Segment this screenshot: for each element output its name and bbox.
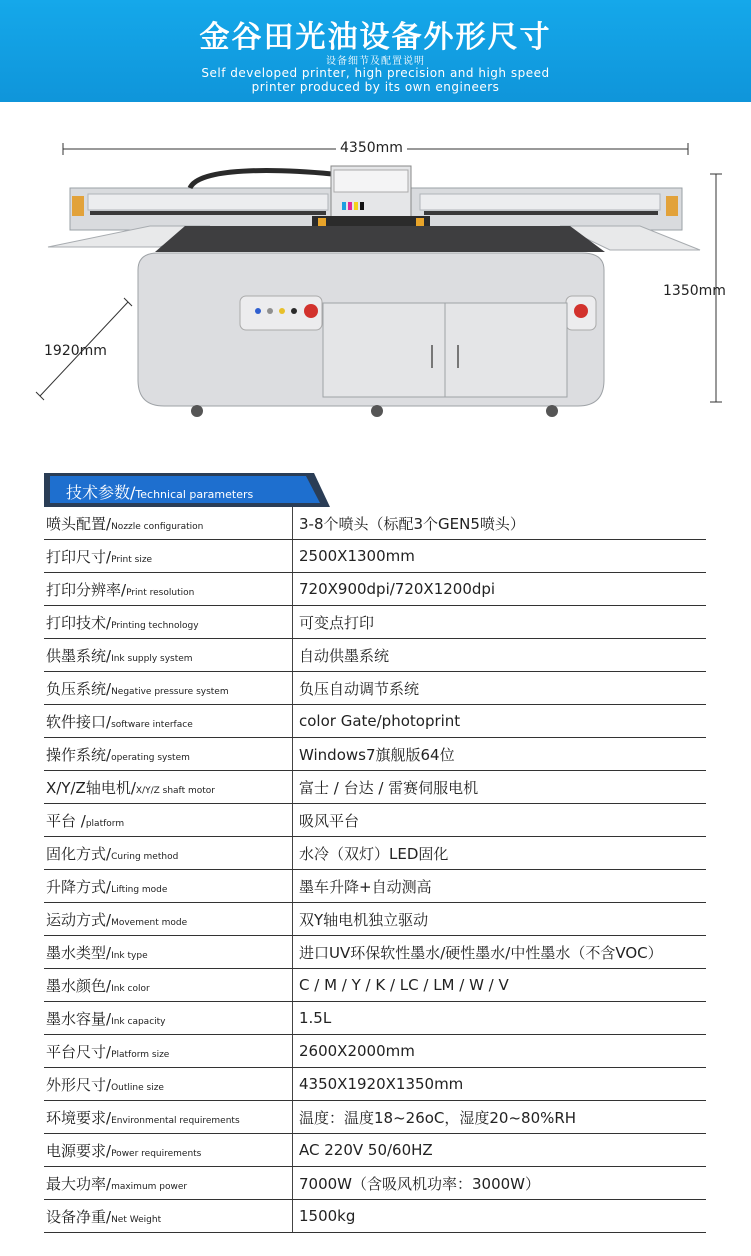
spec-row: [44, 507, 706, 540]
spec-key-separator: /: [106, 1141, 112, 1160]
english-tagline-line1: Self developed printer, high precision and high speed: [201, 66, 550, 80]
spec-divider: [252, 1167, 293, 1200]
spec-divider: [252, 639, 293, 672]
spec-key-separator: /: [106, 646, 112, 665]
spec-key: [44, 804, 252, 837]
spec-key-en: Power requirements: [111, 1148, 202, 1159]
spec-key-en: Ink color: [111, 983, 150, 994]
spec-value: color Gate/photoprint: [293, 705, 707, 738]
spec-key: [44, 507, 252, 540]
english-tagline-line2: printer produced by its own engineers: [251, 80, 500, 94]
spec-key-en: X/Y/Z shaft motor: [135, 785, 215, 796]
spec-key-en: Movement mode: [111, 917, 188, 928]
spec-divider: [252, 1035, 293, 1068]
spec-key-cn: 升降方式: [46, 877, 107, 896]
spec-value: 墨车升降+自动测高: [293, 870, 707, 903]
spec-value: 负压自动调节系统: [293, 672, 707, 705]
spec-key: [44, 1068, 252, 1101]
spec-key-separator: /: [106, 1042, 112, 1061]
spec-key-cn: 墨水颜色: [46, 976, 107, 995]
spec-row: [44, 540, 706, 573]
spec-key-separator: /: [106, 1207, 112, 1226]
spec-key-cn: 固化方式: [46, 844, 107, 863]
section-title-separator: /: [130, 483, 136, 502]
spec-key-separator: /: [106, 910, 112, 929]
spec-divider: [252, 870, 293, 903]
spec-key-separator: /: [106, 1108, 112, 1127]
spec-key-cn: 打印分辨率: [46, 580, 122, 599]
spec-key-en: Curing method: [111, 851, 179, 862]
spec-key-separator: /: [106, 943, 112, 962]
section-title-en: Technical parameters: [135, 488, 254, 501]
spec-key-en: Print size: [111, 554, 153, 565]
spec-key-cn: 打印技术: [46, 613, 107, 632]
spec-row: [44, 1101, 706, 1134]
spec-value: 1500kg: [293, 1200, 707, 1233]
height-dimension-label: 1350mm: [663, 283, 726, 299]
spec-divider: [252, 606, 293, 639]
spec-row: [44, 1167, 706, 1200]
spec-key-separator: /: [106, 745, 112, 764]
spec-row: [44, 1002, 706, 1035]
spec-row: [44, 837, 706, 870]
spec-value: 2600X2000mm: [293, 1035, 707, 1068]
spec-key: [44, 1134, 252, 1167]
cabinet-doors: [323, 303, 567, 397]
spec-divider: [252, 1134, 293, 1167]
page-header: [0, 0, 751, 102]
spec-key-en: Ink type: [111, 950, 148, 961]
spec-divider: [252, 837, 293, 870]
spec-key: [44, 936, 252, 969]
spec-key-en: Printing technology: [111, 620, 199, 631]
spec-key-en: Ink supply system: [111, 653, 193, 664]
spec-row: [44, 573, 706, 606]
spec-key: [44, 639, 252, 672]
spec-key-cn: 设备净重: [46, 1207, 107, 1226]
spec-key-separator: /: [80, 811, 86, 830]
spec-divider: [252, 672, 293, 705]
spec-key: [44, 672, 252, 705]
spec-key-separator: /: [106, 1009, 112, 1028]
spec-key-cn: 墨水容量: [46, 1009, 107, 1028]
spec-row: [44, 804, 706, 837]
spec-key-en: Lifting mode: [111, 884, 168, 895]
spec-row: [44, 1068, 706, 1101]
spec-row: [44, 705, 706, 738]
spec-row: [44, 1134, 706, 1167]
spec-row: [44, 1035, 706, 1068]
spec-value: 双Y轴电机独立驱动: [293, 903, 707, 936]
spec-divider: [252, 771, 293, 804]
spec-value: 3-8个喷头（标配3个GEN5喷头）: [293, 507, 707, 540]
spec-divider: [252, 903, 293, 936]
spec-key-cn: 打印尺寸: [46, 547, 107, 566]
spec-key-en: maximum power: [111, 1181, 188, 1192]
spec-row: [44, 903, 706, 936]
spec-key: [44, 1101, 252, 1134]
spec-key: [44, 573, 252, 606]
spec-key: [44, 606, 252, 639]
depth-dimension-label: 1920mm: [44, 343, 107, 359]
spec-key-cn: 运动方式: [46, 910, 107, 929]
spec-divider: [252, 1002, 293, 1035]
spec-divider: [252, 1101, 293, 1134]
spec-key: [44, 969, 252, 1002]
spec-divider: [252, 936, 293, 969]
spec-key-cn: 最大功率: [46, 1174, 107, 1193]
spec-key-cn: 平台尺寸: [46, 1042, 107, 1061]
spec-key-cn: 外形尺寸: [46, 1075, 107, 1094]
spec-key: [44, 705, 252, 738]
printer-illustration: [0, 110, 751, 430]
spec-key-en: platform: [85, 818, 125, 829]
page-title: 金谷田光油设备外形尺寸: [199, 20, 552, 55]
spec-key: [44, 1035, 252, 1068]
spec-key-separator: /: [106, 679, 112, 698]
spec-value: Windows7旗舰版64位: [293, 738, 707, 771]
spec-row: [44, 1200, 706, 1233]
spec-divider: [252, 573, 293, 606]
spec-divider: [252, 969, 293, 1002]
spec-key-cn: 墨水类型: [46, 943, 107, 962]
spec-divider: [252, 705, 293, 738]
spec-key-separator: /: [106, 547, 112, 566]
spec-value: 4350X1920X1350mm: [293, 1068, 707, 1101]
printer-cable: [190, 171, 332, 188]
spec-value: 7000W（含吸风机功率：3000W）: [293, 1167, 707, 1200]
spec-key-cn: 环境要求: [46, 1108, 107, 1127]
spec-value: C / M / Y / K / LC / LM / W / V: [293, 969, 707, 1002]
spec-key-separator: /: [106, 1174, 112, 1193]
spec-value: 自动供墨系统: [293, 639, 707, 672]
spec-row: [44, 936, 706, 969]
spec-row: [44, 672, 706, 705]
spec-divider: [252, 738, 293, 771]
spec-key-cn: 负压系统: [46, 679, 107, 698]
printer-wheels: [191, 405, 558, 417]
spec-key-separator: /: [121, 580, 127, 599]
spec-key-en: software interface: [111, 719, 193, 730]
spec-divider: [252, 507, 293, 540]
spec-key-cn: 喷头配置: [46, 514, 107, 533]
spec-table: [44, 507, 706, 1233]
spec-key: [44, 837, 252, 870]
spec-key-en: operating system: [111, 752, 190, 763]
spec-key: [44, 1200, 252, 1233]
spec-value: 温度：温度18~26oC，湿度20~80%RH: [293, 1101, 707, 1134]
spec-divider: [252, 1200, 293, 1233]
spec-value: AC 220V 50/60HZ: [293, 1134, 707, 1167]
spec-key: [44, 771, 252, 804]
width-dimension-label: 4350mm: [336, 140, 407, 156]
spec-key-cn: 电源要求: [46, 1141, 107, 1160]
spec-key-cn: X/Y/Z轴电机: [46, 778, 131, 797]
spec-key: [44, 1002, 252, 1035]
spec-key: [44, 1167, 252, 1200]
spec-key-en: Outline size: [111, 1082, 164, 1093]
spec-key-separator: /: [106, 514, 112, 533]
spec-key-separator: /: [130, 778, 136, 797]
spec-key-en: Environmental requirements: [111, 1115, 240, 1126]
spec-value: 富士 / 台达 / 雷赛伺服电机: [293, 771, 707, 804]
spec-value: 进口UV环保软性墨水/硬性墨水/中性墨水（不含VOC）: [293, 936, 707, 969]
spec-divider: [252, 540, 293, 573]
spec-row: [44, 639, 706, 672]
spec-value: 1.5L: [293, 1002, 707, 1035]
spec-value: 720X900dpi/720X1200dpi: [293, 573, 707, 606]
spec-key-en: Ink capacity: [111, 1016, 166, 1027]
spec-key-cn: 软件接口: [46, 712, 107, 731]
section-title: [66, 480, 253, 503]
printer-bed-top: [155, 226, 605, 252]
spec-row: [44, 969, 706, 1002]
spec-key-cn: 供墨系统: [46, 646, 107, 665]
spec-key-separator: /: [106, 613, 112, 632]
spec-key-en: Net Weight: [111, 1214, 162, 1225]
spec-value: 可变点打印: [293, 606, 707, 639]
spec-value: 吸风平台: [293, 804, 707, 837]
section-title-cn: 技术参数: [66, 483, 131, 502]
spec-key-separator: /: [106, 877, 112, 896]
spec-key-en: Print resolution: [126, 587, 195, 598]
spec-key-separator: /: [106, 1075, 112, 1094]
spec-key-separator: /: [106, 844, 112, 863]
spec-row: [44, 870, 706, 903]
spec-key-separator: /: [106, 976, 112, 995]
spec-key: [44, 903, 252, 936]
spec-divider: [252, 1068, 293, 1101]
spec-key-cn: 操作系统: [46, 745, 107, 764]
spec-value: 2500X1300mm: [293, 540, 707, 573]
spec-row: [44, 606, 706, 639]
spec-key-en: Platform size: [111, 1049, 170, 1060]
spec-key: [44, 870, 252, 903]
spec-key-en: Nozzle configuration: [111, 521, 204, 532]
spec-key: [44, 540, 252, 573]
spec-key-separator: /: [106, 712, 112, 731]
page-subtitle: 设备细节及配置说明: [326, 56, 425, 67]
spec-divider: [252, 804, 293, 837]
spec-row: [44, 738, 706, 771]
spec-row: [44, 771, 706, 804]
spec-key: [44, 738, 252, 771]
spec-value: 水冷（双灯）LED固化: [293, 837, 707, 870]
spec-key-cn: 平台: [46, 811, 81, 830]
spec-key-en: Negative pressure system: [111, 686, 229, 697]
